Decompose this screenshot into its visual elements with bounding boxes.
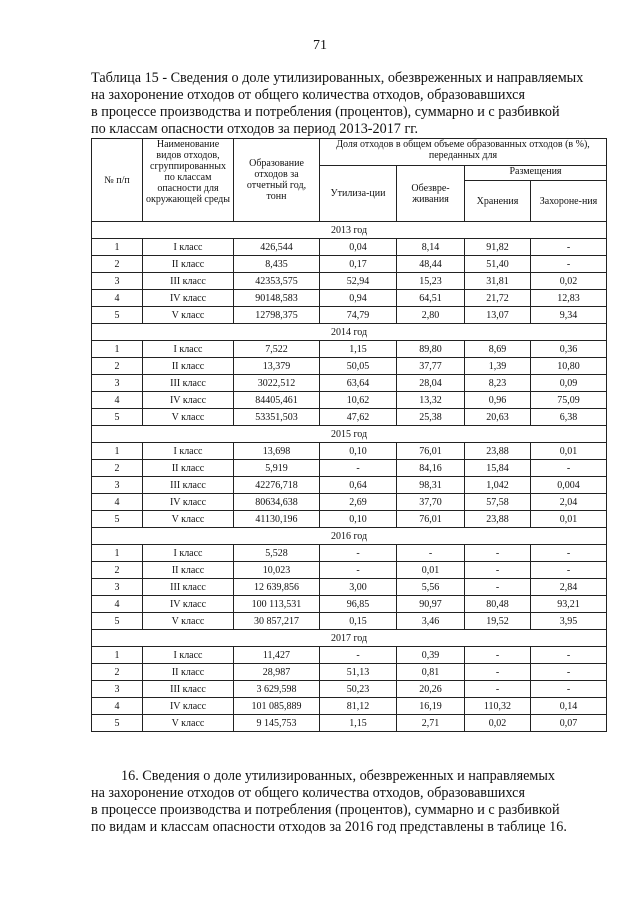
waste-table [91, 138, 607, 732]
table-cell: 84405,461 [234, 392, 320, 409]
table-cell: II класс [143, 460, 234, 477]
table-cell: IV класс [143, 290, 234, 307]
table-row [92, 477, 607, 494]
table-cell: 1,39 [465, 358, 531, 375]
table-cell: 57,58 [465, 494, 531, 511]
table-cell: 1,15 [320, 715, 397, 732]
table-cell: 10,023 [234, 562, 320, 579]
table-cell: III класс [143, 375, 234, 392]
table-cell: 100 113,531 [234, 596, 320, 613]
table-cell: - [465, 647, 531, 664]
table-cell: 0,01 [397, 562, 465, 579]
table-cell: 5,919 [234, 460, 320, 477]
table-cell: 2 [92, 256, 143, 273]
table-cell: 90148,583 [234, 290, 320, 307]
table-row [92, 290, 607, 307]
paragraph-line: 16. Сведения о доле утилизированных, обезвреженных и направляемых [121, 768, 555, 784]
table-cell: II класс [143, 256, 234, 273]
table-row [92, 256, 607, 273]
table-row [92, 681, 607, 698]
table-cell: I класс [143, 443, 234, 460]
table-cell: 31,81 [465, 273, 531, 290]
table-cell: 41130,196 [234, 511, 320, 528]
table-cell: 50,23 [320, 681, 397, 698]
table-cell: 0,10 [320, 443, 397, 460]
year-row [92, 426, 607, 443]
table-cell: 1 [92, 443, 143, 460]
table-cell: 20,26 [397, 681, 465, 698]
table-cell: 2 [92, 460, 143, 477]
table-cell: - [531, 460, 607, 477]
table-cell: 80634,638 [234, 494, 320, 511]
table-row [92, 545, 607, 562]
table-cell: 0,17 [320, 256, 397, 273]
table-cell: - [531, 647, 607, 664]
table-cell: 1,15 [320, 341, 397, 358]
table-cell: 12 639,856 [234, 579, 320, 596]
table-cell: 2 [92, 358, 143, 375]
header-formed: Образование отходов за отчетный год, тонн [234, 139, 320, 222]
table-cell: 0,07 [531, 715, 607, 732]
table-cell: 75,09 [531, 392, 607, 409]
table-cell: II класс [143, 562, 234, 579]
table-cell: 91,82 [465, 239, 531, 256]
table-body [92, 222, 607, 732]
table-row [92, 511, 607, 528]
table-cell: 8,14 [397, 239, 465, 256]
table-cell: 0,81 [397, 664, 465, 681]
table-cell: 84,16 [397, 460, 465, 477]
table-cell: V класс [143, 715, 234, 732]
table-cell: 3,46 [397, 613, 465, 630]
table-cell: - [465, 562, 531, 579]
table-cell: 13,379 [234, 358, 320, 375]
table-cell: - [531, 664, 607, 681]
year-label: 2016 год [92, 528, 607, 545]
table-cell: 2,71 [397, 715, 465, 732]
table-cell: 20,63 [465, 409, 531, 426]
table-cell: 76,01 [397, 511, 465, 528]
table-cell: 3 [92, 579, 143, 596]
table-cell: V класс [143, 307, 234, 324]
table-cell: V класс [143, 511, 234, 528]
year-row [92, 324, 607, 341]
table-cell: 9,34 [531, 307, 607, 324]
table-cell: 5 [92, 409, 143, 426]
table-cell: 8,69 [465, 341, 531, 358]
caption-line: в процессе производства и потребления (процентов), суммарно и с разбивкой [91, 104, 560, 120]
caption-line: на захоронение отходов от общего количества отходов, образовавшихся [91, 87, 525, 103]
table-cell: - [531, 545, 607, 562]
table-cell: IV класс [143, 494, 234, 511]
table-cell: - [531, 562, 607, 579]
table-cell: 2,80 [397, 307, 465, 324]
table-cell: 0,39 [397, 647, 465, 664]
table-cell: V класс [143, 409, 234, 426]
table-cell: 0,01 [531, 443, 607, 460]
table-cell: 90,97 [397, 596, 465, 613]
table-cell: I класс [143, 545, 234, 562]
table-cell: 13,07 [465, 307, 531, 324]
header-storage: Хранения [465, 181, 531, 222]
year-label: 2013 год [92, 222, 607, 239]
table-cell: - [397, 545, 465, 562]
table-cell: 2 [92, 664, 143, 681]
table-cell: I класс [143, 341, 234, 358]
table-cell: 3 629,598 [234, 681, 320, 698]
table-cell: 3 [92, 477, 143, 494]
table-cell: 5 [92, 511, 143, 528]
header-neutral: Обезвре-живания [397, 166, 465, 222]
table-cell: 0,36 [531, 341, 607, 358]
table-cell: 7,522 [234, 341, 320, 358]
paragraph-line: в процессе производства и потребления (процентов), суммарно и с разбивкой [91, 802, 560, 818]
table-cell: 51,40 [465, 256, 531, 273]
table-cell: 1 [92, 341, 143, 358]
table-cell: 11,427 [234, 647, 320, 664]
table-cell: 5,56 [397, 579, 465, 596]
table-cell: 3 [92, 375, 143, 392]
table-cell: 28,987 [234, 664, 320, 681]
table-cell: 64,51 [397, 290, 465, 307]
table-cell: I класс [143, 647, 234, 664]
table-cell: - [531, 256, 607, 273]
table-cell: V класс [143, 613, 234, 630]
table-row [92, 341, 607, 358]
table-cell: 0,01 [531, 511, 607, 528]
year-row [92, 630, 607, 647]
table-cell: 13,698 [234, 443, 320, 460]
table-cell: 3,00 [320, 579, 397, 596]
table-cell: 4 [92, 698, 143, 715]
table-cell: 3 [92, 273, 143, 290]
table-row [92, 358, 607, 375]
table-cell: 25,38 [397, 409, 465, 426]
table-row [92, 307, 607, 324]
table-row [92, 375, 607, 392]
table-cell: III класс [143, 477, 234, 494]
table-cell: - [320, 460, 397, 477]
table-cell: 89,80 [397, 341, 465, 358]
table-cell: - [320, 562, 397, 579]
table-cell: IV класс [143, 392, 234, 409]
header-num: № п/п [92, 139, 143, 222]
table-row [92, 443, 607, 460]
table-cell: III класс [143, 579, 234, 596]
table-cell: 1 [92, 239, 143, 256]
table-cell: 52,94 [320, 273, 397, 290]
table-cell: 1 [92, 545, 143, 562]
table-cell: 8,435 [234, 256, 320, 273]
table-row [92, 409, 607, 426]
table-cell: 0,004 [531, 477, 607, 494]
table-cell: - [531, 681, 607, 698]
table-cell: 51,13 [320, 664, 397, 681]
table-cell: 23,88 [465, 443, 531, 460]
table-cell: 0,10 [320, 511, 397, 528]
table-cell: 37,70 [397, 494, 465, 511]
table-cell: 21,72 [465, 290, 531, 307]
table-row [92, 715, 607, 732]
table-cell: 47,62 [320, 409, 397, 426]
table-cell: 23,88 [465, 511, 531, 528]
table-cell: III класс [143, 273, 234, 290]
table-cell: 0,02 [531, 273, 607, 290]
table-cell: 98,31 [397, 477, 465, 494]
table-cell: - [465, 545, 531, 562]
paragraph-line: на захоронение отходов от общего количества отходов, образовавшихся [91, 785, 525, 801]
caption-line: Таблица 15 - Сведения о доле утилизированных, обезвреженных и направляемых [91, 70, 584, 86]
table-cell: 8,23 [465, 375, 531, 392]
year-row [92, 528, 607, 545]
table-cell: 110,32 [465, 698, 531, 715]
table-cell: 5,528 [234, 545, 320, 562]
table-cell: 42276,718 [234, 477, 320, 494]
table-cell: 2,04 [531, 494, 607, 511]
table-cell: 12,83 [531, 290, 607, 307]
table-cell: 1 [92, 647, 143, 664]
table-cell: 6,38 [531, 409, 607, 426]
table-cell: 0,96 [465, 392, 531, 409]
header-share: Доля отходов в общем объеме образованных отходов (в %), переданных для [320, 139, 607, 166]
header-util: Утилиза-ции [320, 166, 397, 222]
table-cell: II класс [143, 358, 234, 375]
table-cell: 4 [92, 596, 143, 613]
table-row [92, 596, 607, 613]
table-cell: - [465, 681, 531, 698]
table-cell: I класс [143, 239, 234, 256]
table-cell: II класс [143, 664, 234, 681]
table-cell: 5 [92, 715, 143, 732]
table-cell: 96,85 [320, 596, 397, 613]
table-cell: 4 [92, 392, 143, 409]
table-cell: 48,44 [397, 256, 465, 273]
table-row [92, 613, 607, 630]
table-cell: 12798,375 [234, 307, 320, 324]
table-row [92, 698, 607, 715]
table-cell: 5 [92, 307, 143, 324]
table-cell: 3 [92, 681, 143, 698]
table-cell: 74,79 [320, 307, 397, 324]
table-row [92, 647, 607, 664]
table-cell: 426,544 [234, 239, 320, 256]
table-cell: 42353,575 [234, 273, 320, 290]
table-cell: 80,48 [465, 596, 531, 613]
table-row [92, 460, 607, 477]
table-cell: 3022,512 [234, 375, 320, 392]
table-cell: 10,62 [320, 392, 397, 409]
table-cell: 0,02 [465, 715, 531, 732]
table-row [92, 579, 607, 596]
year-label: 2014 год [92, 324, 607, 341]
table-row [92, 494, 607, 511]
table-cell: 5 [92, 613, 143, 630]
table-cell: 2 [92, 562, 143, 579]
year-row [92, 222, 607, 239]
year-label: 2017 год [92, 630, 607, 647]
header-name: Наименование видов отходов, сгруппированных по классам опасности для окружающей среды [143, 139, 234, 222]
table-cell: 81,12 [320, 698, 397, 715]
table-cell: 9 145,753 [234, 715, 320, 732]
table-cell: 19,52 [465, 613, 531, 630]
table-cell: 28,04 [397, 375, 465, 392]
table-row [92, 239, 607, 256]
table-cell: 53351,503 [234, 409, 320, 426]
table-cell: 37,77 [397, 358, 465, 375]
paragraph-16 [91, 768, 606, 836]
table-cell: 13,32 [397, 392, 465, 409]
table-cell: - [531, 239, 607, 256]
table-cell: 76,01 [397, 443, 465, 460]
table-cell: 3,95 [531, 613, 607, 630]
table-cell: 30 857,217 [234, 613, 320, 630]
table-row [92, 273, 607, 290]
table-cell: 16,19 [397, 698, 465, 715]
table-row [92, 392, 607, 409]
table-cell: - [465, 579, 531, 596]
table-cell: 101 085,889 [234, 698, 320, 715]
table-cell: 4 [92, 494, 143, 511]
table-cell: 15,23 [397, 273, 465, 290]
table-cell: 0,15 [320, 613, 397, 630]
table-cell: 0,64 [320, 477, 397, 494]
header-placement: Размещения [465, 166, 607, 181]
header-burial: Захороне-ния [531, 181, 607, 222]
table-cell: 0,09 [531, 375, 607, 392]
table-cell: IV класс [143, 596, 234, 613]
caption-line: по классам опасности отходов за период 2013-2017 гг. [91, 121, 419, 137]
table-row [92, 664, 607, 681]
table-cell: 63,64 [320, 375, 397, 392]
table-cell: 15,84 [465, 460, 531, 477]
table-cell: 2,84 [531, 579, 607, 596]
table-row [92, 562, 607, 579]
table-cell: 4 [92, 290, 143, 307]
table-cell: 1,042 [465, 477, 531, 494]
table-cell: 50,05 [320, 358, 397, 375]
table-cell: - [320, 545, 397, 562]
table-cell: III класс [143, 681, 234, 698]
table-cell: - [320, 647, 397, 664]
table-caption [91, 70, 606, 138]
table-cell: 2,69 [320, 494, 397, 511]
table-cell: IV класс [143, 698, 234, 715]
table-cell: 0,14 [531, 698, 607, 715]
page-number: 71 [313, 38, 327, 53]
paragraph-line: по видам и классам опасности отходов за 2016 год представлены в таблице 16. [91, 819, 567, 835]
table-cell: 0,04 [320, 239, 397, 256]
year-label: 2015 год [92, 426, 607, 443]
table-cell: - [465, 664, 531, 681]
table-cell: 10,80 [531, 358, 607, 375]
table-cell: 0,94 [320, 290, 397, 307]
table-cell: 93,21 [531, 596, 607, 613]
